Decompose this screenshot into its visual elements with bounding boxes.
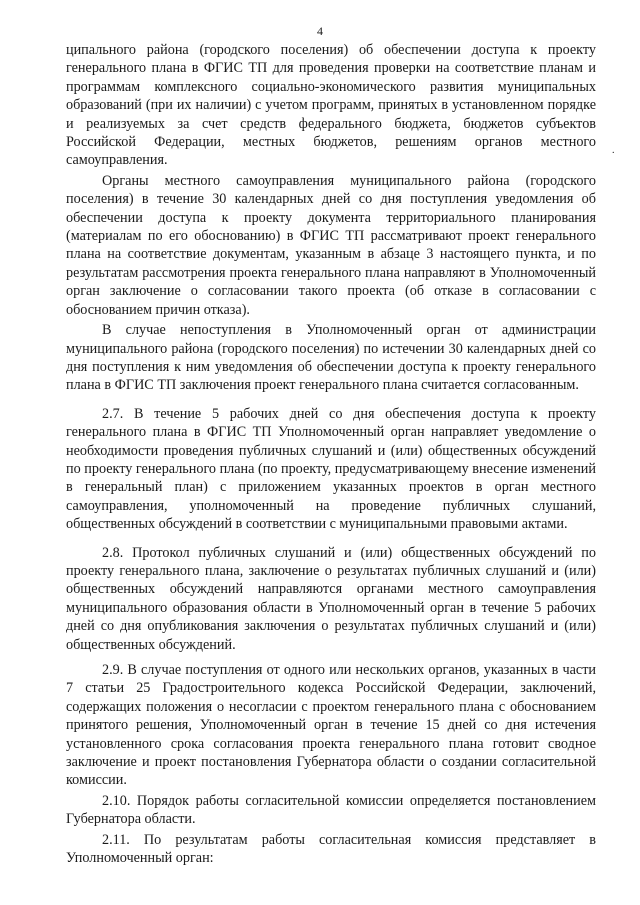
paragraph-continuation: ципального района (городского поселения) об обеспечении доступа к проекту генерального плана в ФГИС ТП для проведения проверки на соответствие планам и программам комплексного социально-экономического развития муниципальных образований (при их наличии) с учетом программ, принятых в установленном порядке и реализуемых за счет средств федерального бюджета, бюджетов субъектов Российской Федерации, местных бюджетов, решениям органов местного самоуправления. — [66, 42, 596, 169]
paragraph-local-authorities-review: Органы местного самоуправления муниципального района (городского поселения) в течение 30 календарных дней со дня поступления уведомления об обеспечении доступа к проекту документа территориального планирования (материалам по его обоснованию) в ФГИС ТП рассматривают проект генерального плана на соответствие документам, указанным в абзаце 3 настоящего пункта, и по результатам рассмотрения проекта генерального плана направляют в Уполномоченный орган заключение о согласовании такого проекта (об отказе в согласовании с обоснованием причин отказа). — [66, 172, 596, 318]
paragraph-2-11: 2.11. По результатам работы согласительная комиссия представляет в Уполномоченный орган: — [66, 831, 596, 867]
paragraph-non-receipt: В случае непоступления в Уполномоченный орган от администрации муниципального района (городского поселения) по истечении 30 календарных дней со дня поступления к ним уведомления об обеспечении доступа к проекту генерального плана в ФГИС ТП заключения проект генерального плана считается согласованным. — [66, 322, 596, 394]
paragraph-2-7: 2.7. В течение 5 рабочих дней со дня обеспечения доступа к проекту генерального плана в ФГИС ТП Уполномоченный орган направляет уведомление о необходимости проведения публичных слушаний и (или) общественных обсуждений по проекту генерального плана (по проекту, предусматривающему внесение изменений в генеральный план) с приложением указанных проектов в орган местного самоуправления, уполномоченный на проведение публичных слушаний, общественных обсуждений в соответствии с муниципальными правовыми актами. — [66, 405, 596, 533]
page-number: 4 — [317, 24, 323, 38]
document-body — [66, 41, 596, 867]
paragraph-2-10: 2.10. Порядок работы согласительной комиссии определяется постановлением Губернатора области. — [66, 792, 596, 828]
paragraph-2-9: 2.9. В случае поступления от одного или нескольких органов, указанных в части 7 статьи 25 Градостроительного кодекса Российской Федерации, заключений, содержащих положения о несогласии с проектом генерального плана с обоснованием принятого решения, Уполномоченный орган в течение 15 дней со дня истечения установленного срока согласования проекта генерального плана готовит сводное заключение и проект постановления Губернатора области о создании согласительной комиссии. — [66, 662, 596, 789]
paragraph-2-8: 2.8. Протокол публичных слушаний и (или) общественных обсуждений по проекту генерального плана, заключение о результатах публичных слушаний и (или) общественных обсуждений направляются органами местного самоуправления муниципального образования области в Уполномоченный орган в течение 5 рабочих дней со дня опубликования заключения о результатах публичных слушаний и (или) общественных обсуждений. — [66, 544, 596, 653]
margin-mark: . — [612, 145, 615, 156]
